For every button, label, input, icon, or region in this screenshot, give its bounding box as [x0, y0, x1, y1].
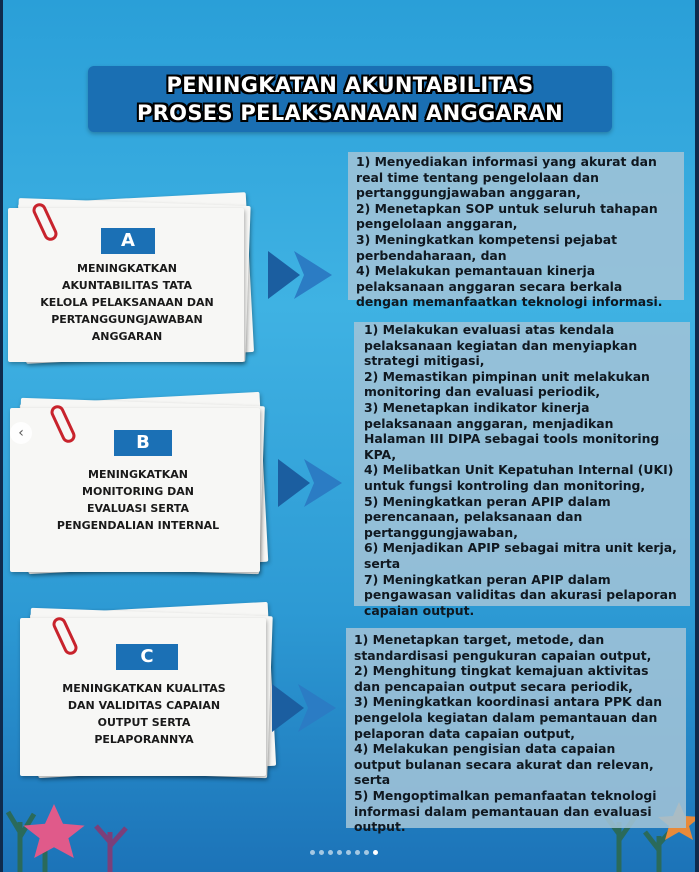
- page-title-line-1: PENINGKATAN AKUNTABILITAS: [166, 73, 534, 97]
- carousel-dot-active[interactable]: [373, 850, 378, 855]
- carousel-dot[interactable]: [310, 850, 315, 855]
- carousel-dots: [310, 850, 378, 855]
- section-c-list: 1) Menetapkan target, metode, dan standardisasi pengukuran capaian output, 2) Menghitung tingkat kemajuan aktivitas dan pencapaian output secara periodik, 3) Meningkatkan koordinasi antara PPK dan pengelola kegiatan dalam pemantauan dan pelaporan data capaian output, 4) Melakukan pengisian data capaian output bulanan secara akurat dan relevan, serta 5) Mengoptimalkan pemanfaatan teknologi informasi dalam pemantauan dan evaluasi output.: [354, 632, 663, 835]
- chevron-arrow-icon: [270, 680, 346, 736]
- carousel-dot[interactable]: [337, 850, 342, 855]
- chevron-arrow-icon: [276, 455, 352, 511]
- carousel-dot[interactable]: [364, 850, 369, 855]
- section-a-list-box: [348, 152, 684, 310]
- carousel-dot[interactable]: [355, 850, 360, 855]
- chevron-left-icon: ‹: [18, 425, 24, 441]
- section-c-card: [20, 600, 280, 780]
- page-title-line-2: PROSES PELAKSANAAN ANGGARAN: [137, 101, 563, 125]
- page-title-banner: [88, 66, 612, 132]
- section-a-list: 1) Menyediakan informasi yang akurat dan real time tentang pengelolaan dan pertanggungjawaban anggaran, 2) Menetapkan SOP untuk seluruh tahapan pengelolaan anggaran, 3) Meningkatkan kompetensi pejabat perbendaharaan, dan 4) Melakukan pemantauan kinerja pelaksanaan anggaran secara berkala dengan memanfaatkan teknologi informasi.: [356, 154, 663, 310]
- carousel-dot[interactable]: [319, 850, 324, 855]
- chevron-arrow-icon: [266, 247, 342, 303]
- section-letter-badge: A: [101, 228, 155, 254]
- section-a-card: [8, 188, 258, 368]
- section-letter-badge: B: [114, 430, 172, 456]
- section-heading: MENINGKATKAN AKUNTABILITAS TATA KELOLA PELAKSANAAN DAN PERTANGGUNGJAWABAN ANGGARAN: [40, 262, 214, 343]
- section-b-list: 1) Melakukan evaluasi atas kendala pelaksanaan kegiatan dan menyiapkan strategi mitigasi, 2) Memastikan pimpinan unit melakukan monitoring dan evaluasi periodik, 3) Menetapkan indikator kinerja pelaksanaan anggaran, menjadikan Halaman III DIPA sebagai tools monitoring KPA, 4) Melibatkan Unit Kepatuhan Internal (UKI) untuk fungsi kontroling dan monitoring, 5) Meningkatkan peran APIP dalam perencanaan, pelaksanaan dan pertanggungjawaban, 6) Menjadikan APIP sebagai mitra unit kerja, serta 7) Meningkatkan peran APIP dalam pengawasan validitas dan akurasi pelaporan capaian output.: [364, 322, 677, 618]
- section-b-list-box: [354, 322, 690, 618]
- section-heading: MENINGKATKAN MONITORING DAN EVALUASI SERTA PENGENDALIAN INTERNAL: [56, 468, 220, 532]
- section-heading: MENINGKATKAN KUALITAS DAN VALIDITAS CAPAIAN OUTPUT SERTA PELAPORANNYA: [62, 682, 226, 746]
- section-c-list-box: [346, 628, 686, 835]
- section-b-card: [10, 390, 272, 580]
- carousel-dot[interactable]: [328, 850, 333, 855]
- section-letter-badge: C: [116, 644, 178, 670]
- carousel-dot[interactable]: [346, 850, 351, 855]
- carousel-prev-button[interactable]: [10, 422, 32, 444]
